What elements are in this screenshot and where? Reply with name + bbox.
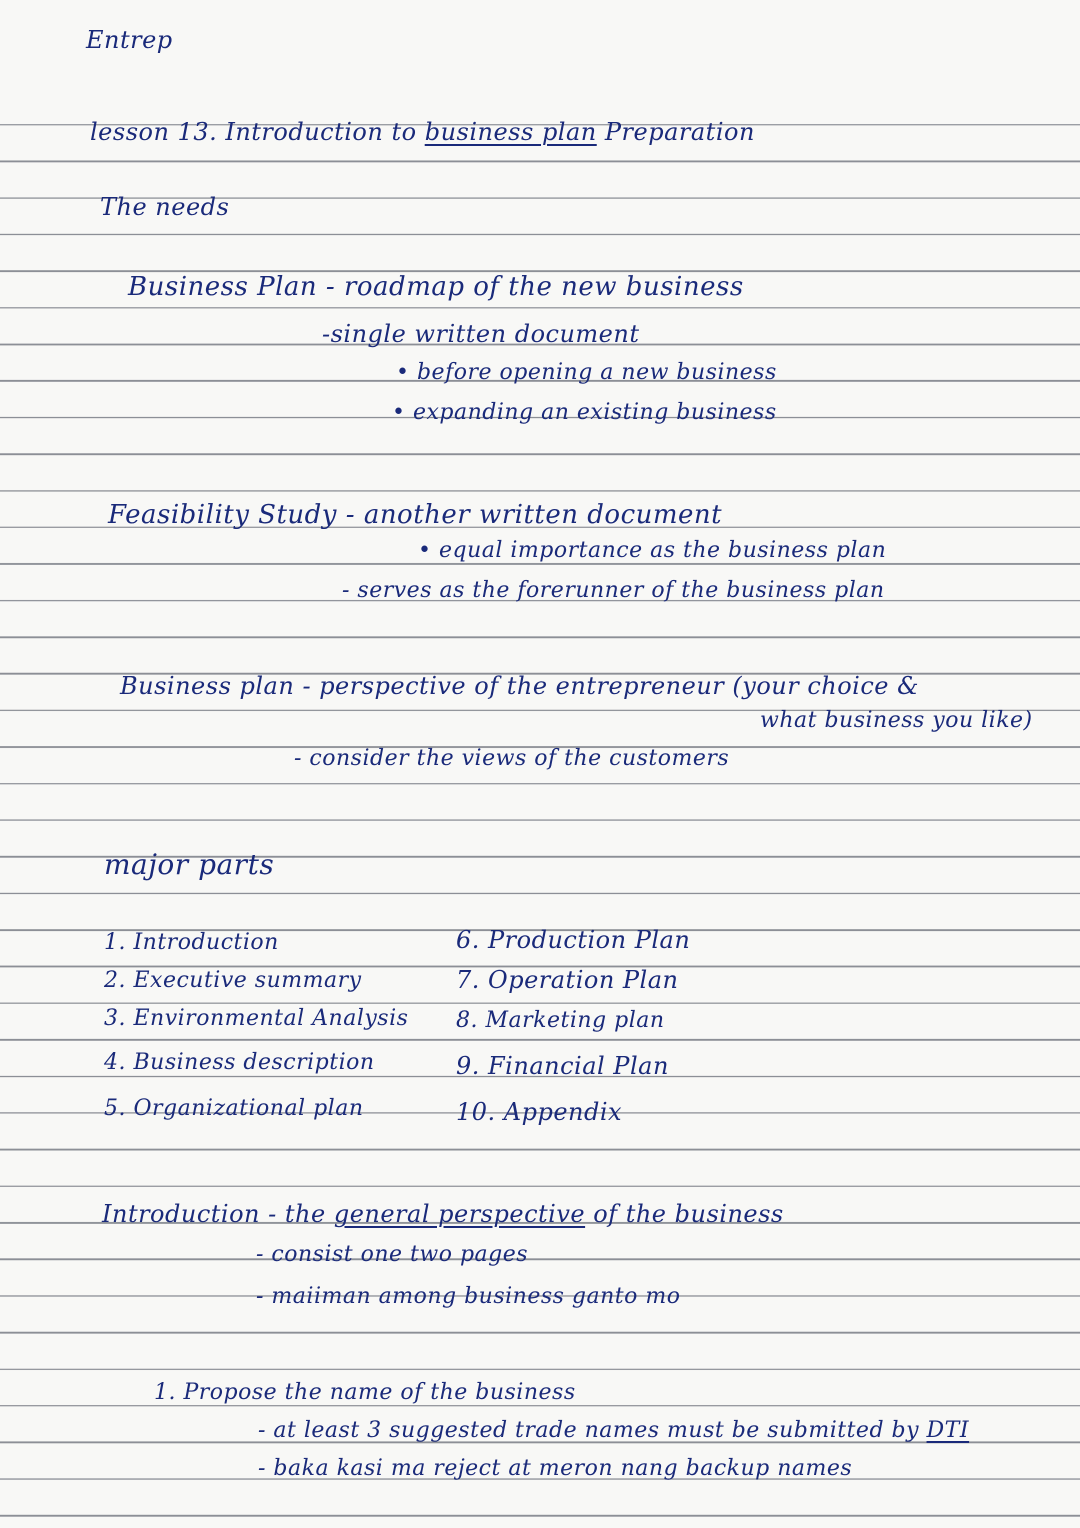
lesson-title: [90, 118, 755, 146]
introduction-term: Introduction: [102, 1200, 260, 1228]
major-part-left-3: 3. Environmental Analysis: [104, 1006, 409, 1031]
major-part-left-4: 4. Business description: [104, 1050, 375, 1075]
business-plan-1-sub: -single written document: [322, 320, 640, 348]
major-part-left-5: 5. Organizational plan: [104, 1096, 364, 1121]
major-parts-heading: major parts: [104, 848, 275, 881]
lesson-title-underlined: business plan: [424, 118, 597, 146]
feasibility-bullet: • equal importance as the business plan: [418, 538, 887, 563]
needs-heading: The needs: [100, 193, 230, 221]
lesson-title-suffix: Preparation: [604, 118, 755, 146]
subject-label: Entrep: [86, 26, 173, 54]
business-plan-2-term: Business plan: [120, 672, 295, 700]
business-plan-2-definition: - perspective of the entrepreneur (your choice &: [302, 672, 919, 700]
major-part-right-8: 8. Marketing plan: [456, 1008, 665, 1033]
introduction-line-3: - maiiman among business ganto mo: [256, 1284, 681, 1309]
business-plan-1-definition: - roadmap of the new business: [325, 272, 744, 302]
feasibility-definition: - another written document: [345, 500, 723, 530]
feasibility-term: Feasibility Study: [108, 500, 337, 530]
propose-by: by: [891, 1418, 920, 1443]
introduction-line-2: - consist one two pages: [256, 1242, 529, 1267]
business-plan-2-continuation: what business you like): [760, 708, 1033, 733]
propose-line-2-text: - at least 3 suggested trade names must be submitted: [258, 1418, 885, 1443]
major-part-right-7: 7. Operation Plan: [456, 966, 679, 994]
business-plan-1-line: [128, 272, 744, 302]
introduction-definition-suffix: of the business: [593, 1200, 784, 1228]
lesson-title-prefix: lesson 13. Introduction to: [90, 118, 417, 146]
introduction-line: [102, 1200, 784, 1228]
business-plan-1-term: Business Plan: [128, 272, 318, 302]
major-part-right-9: 9. Financial Plan: [456, 1052, 669, 1080]
major-part-right-10: 10. Appendix: [456, 1098, 623, 1126]
major-part-left-1: 1. Introduction: [104, 930, 279, 955]
business-plan-1-bullet-2: • expanding an existing business: [392, 400, 777, 425]
major-part-left-2: 2. Executive summary: [104, 968, 362, 993]
propose-line-2: [258, 1418, 969, 1443]
propose-item: 1. Propose the name of the business: [154, 1380, 576, 1405]
introduction-definition-prefix: - the: [268, 1200, 326, 1228]
propose-line-3: - baka kasi ma reject at meron nang backup names: [258, 1456, 853, 1481]
propose-agency: DTI: [926, 1418, 970, 1443]
business-plan-2-sub: - consider the views of the customers: [294, 746, 730, 771]
feasibility-line: [108, 500, 722, 530]
major-part-right-6: 6. Production Plan: [456, 926, 691, 954]
business-plan-1-bullet-1: • before opening a new business: [396, 360, 777, 385]
introduction-definition-underlined: general perspective: [333, 1200, 586, 1228]
business-plan-2-line: [120, 672, 919, 700]
feasibility-sub: - serves as the forerunner of the business plan: [342, 578, 885, 603]
